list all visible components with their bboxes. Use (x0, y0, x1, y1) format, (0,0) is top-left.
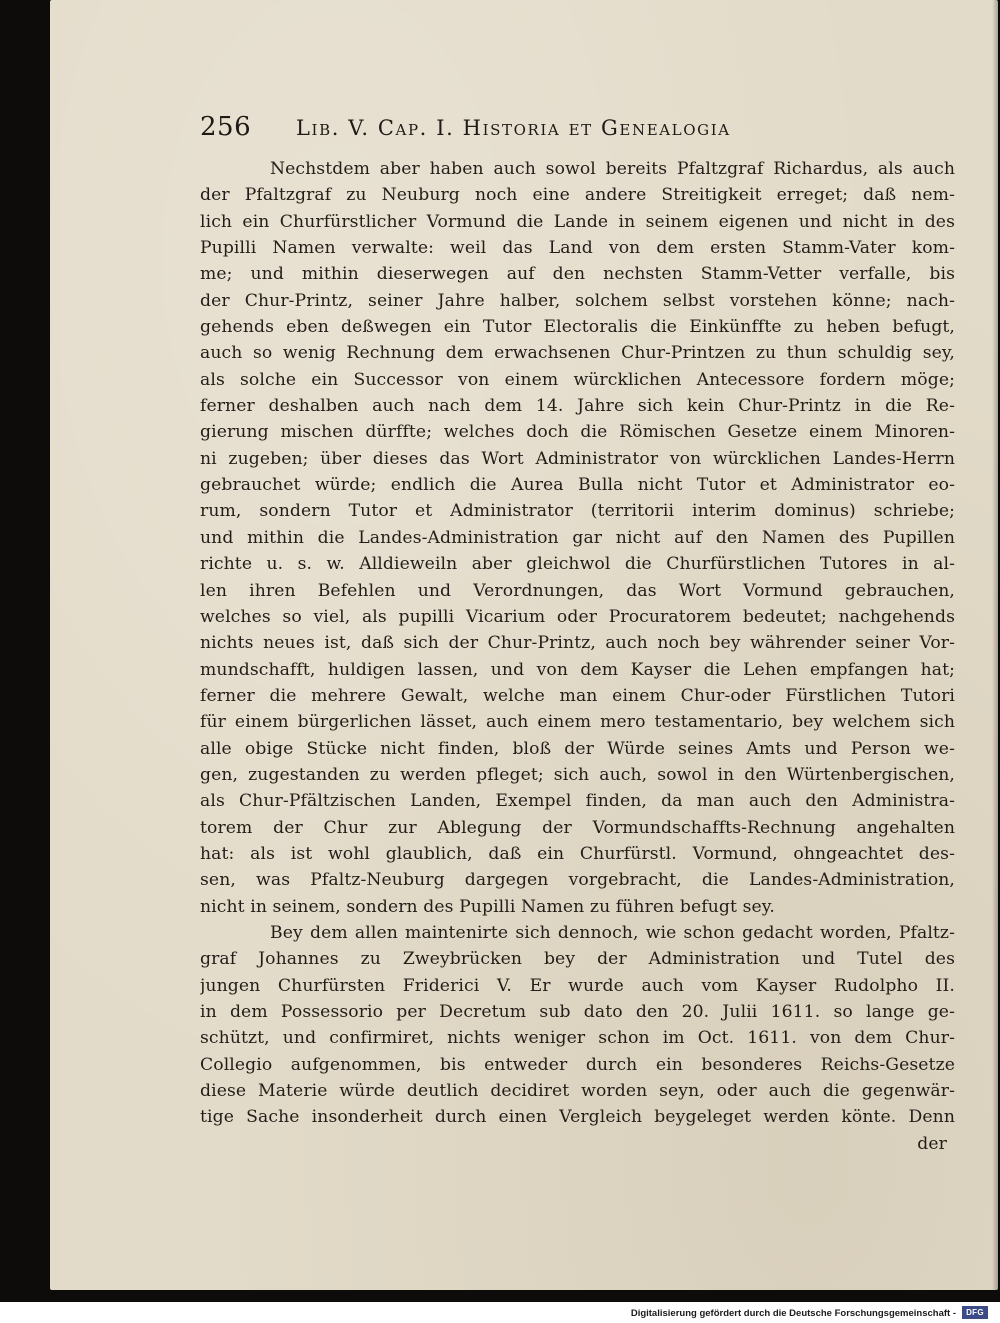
text-line: schützt, und confirmiret, nichts weniger schon im Oct. 1611. von dem Chur- (200, 1028, 955, 1049)
text-line: Nechstdem aber haben auch sowol bereits Pfaltzgraf Richardus, als auch (270, 159, 955, 179)
text-line: len ihren Befehlen und Verordnungen, das Wort Vormund gebrauchen, (200, 580, 955, 601)
text-line: als solche ein Successor von einem würcklichen Antecessore fordern möge; (200, 369, 955, 390)
text-line: graf Johannes zu Zweybrücken bey der Administration und Tutel des (200, 949, 955, 970)
text-line: ferner deshalben auch nach dem 14. Jahre sich kein Chur-Printz in die Re- (200, 396, 955, 417)
text-line: rum, sondern Tutor et Administrator (territorii interim dominus) schriebe; (200, 501, 955, 522)
body-text (200, 156, 955, 1157)
digitization-credit: Digitalisierung gefördert durch die Deutsche Forschungsgemeinschaft - (630, 1308, 956, 1319)
text-line: alle obige Stücke nicht finden, bloß der Würde seines Amts und Person we- (200, 738, 955, 759)
text-line: der Chur-Printz, seiner Jahre halber, solchem selbst vorstehen könne; nach- (200, 290, 955, 311)
text-line: gierung mischen dürffte; welches doch die Römischen Gesetze einem Minoren- (200, 422, 955, 443)
text-line: tige Sache insonderheit durch einen Vergleich beygeleget werden könte. Denn (200, 1107, 955, 1128)
text-line: der Pfaltzgraf zu Neuburg noch eine andere Streitigkeit erreget; daß nem- (200, 185, 955, 206)
text-line: gen, zugestanden zu werden pfleget; sich auch, sowol in den Würtenbergischen, (200, 764, 955, 785)
text-line: richte u. s. w. Alldieweiln aber gleichwol die Churfürstlichen Tutores in al- (200, 554, 955, 575)
text-line: lich ein Churfürstlicher Vormund die Lande in seinem eigenen und nicht in des (200, 211, 955, 232)
text-line: Collegio aufgenommen, bis entweder durch ein besonderes Reichs-Gesetze (200, 1054, 955, 1075)
text-line: torem der Chur zur Ablegung der Vormundschaffts-Rechnung angehalten (200, 817, 955, 838)
text-line: gebrauchet würde; endlich die Aurea Bulla nicht Tutor et Administrator eo- (200, 475, 955, 496)
text-line: Bey dem allen maintenirte sich dennoch, wie schon gedacht worden, Pfaltz- (270, 922, 955, 943)
text-line: hat: als ist wohl glaublich, daß ein Churfürstl. Vormund, ohngeachtet des- (200, 843, 955, 864)
text-line: ferner die mehrere Gewalt, welche man einem Chur-oder Fürstlichen Tutori (200, 685, 955, 706)
text-line: auch so wenig Rechnung dem erwachsenen Chur-Printzen zu thun schuldig sey, (200, 343, 955, 364)
text-line: nicht in seinem, sondern des Pupilli Namen zu führen befugt sey. (200, 896, 775, 917)
dfg-logo: DFG (962, 1306, 988, 1319)
text-line: diese Materie würde deutlich decidiret worden seyn, oder auch die gegenwär- (200, 1081, 955, 1102)
running-head: Lib. V. Cap. I. Historia et Genealogia (296, 116, 731, 140)
text-line: für einem bürgerlichen lässet, auch einem mero testamentario, bey welchem sich (200, 712, 955, 733)
text-line: Pupilli Namen verwalte: weil das Land von dem ersten Stamm-Vater kom- (200, 238, 955, 259)
page-edge-shadow (992, 0, 998, 1290)
catchword: der (917, 1133, 947, 1154)
text-line: als Chur-Pfältzischen Landen, Exempel finden, da man auch den Administra- (200, 791, 955, 812)
text-line: nichts neues ist, daß sich der Chur-Printz, auch noch bey währender seiner Vor- (200, 633, 955, 654)
text-line: me; und mithin dieserwegen auf den nechsten Stamm-Vetter verfalle, bis (200, 264, 955, 285)
text-line: welches so viel, als pupilli Vicarium oder Procuratorem bedeutet; nachgehends (200, 606, 955, 627)
text-line: jungen Churfürsten Friderici V. Er wurde auch vom Kayser Rudolpho II. (200, 975, 955, 996)
text-line: in dem Possessorio per Decretum sub dato den 20. Julii 1611. so lange ge- (200, 1002, 955, 1022)
page-number: 256 (200, 112, 252, 142)
page-header (200, 112, 840, 148)
text-line: ni zugeben; über dieses das Wort Administrator von würcklichen Landes-Herrn (200, 448, 955, 469)
text-line: sen, was Pfaltz-Neuburg dargegen vorgebracht, die Landes-Administration, (200, 870, 955, 891)
text-line: mundschafft, huldigen lassen, und von dem Kayser die Lehen empfangen hat; (200, 659, 955, 680)
text-line: und mithin die Landes-Administration gar nicht auf den Namen des Pupillen (200, 527, 955, 548)
text-line: gehends eben deßwegen ein Tutor Electoralis die Einkünffte zu heben befugt, (200, 317, 955, 338)
